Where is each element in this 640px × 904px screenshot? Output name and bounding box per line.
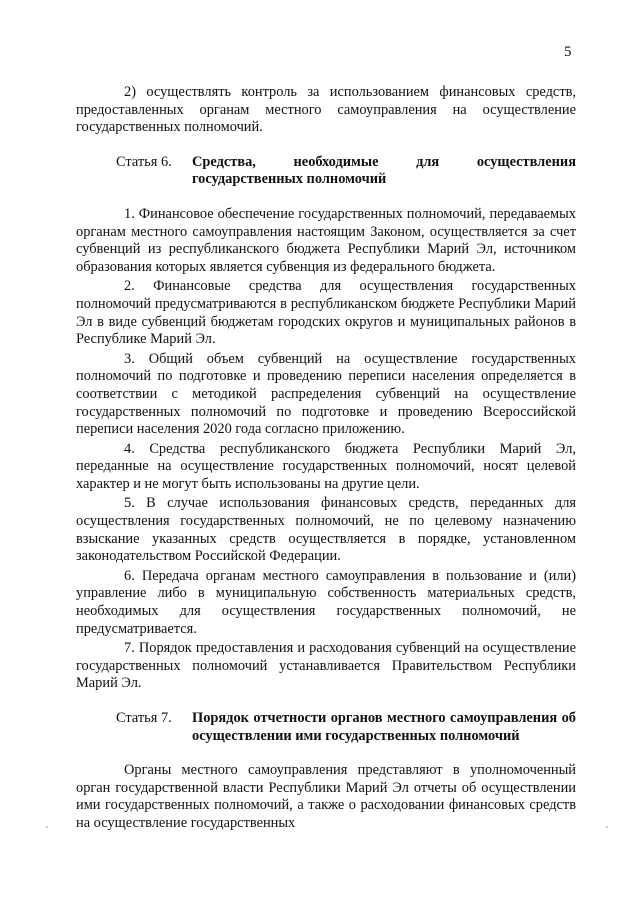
article-7-heading bbox=[76, 710, 576, 745]
article-6-paragraph-6: 6. Передача органам местного самоуправления в пользование и (или) управление либо в муниципальную собственность материальных средств, необходимых для осуществления государственных полномочий, не предусматривается. bbox=[76, 567, 576, 637]
article-6-title-word: Средства, bbox=[192, 153, 256, 170]
intro-paragraph: 2) осуществлять контроль за использованием финансовых средств, предоставленных органам местного самоуправления на осуществление государственных полномочий. bbox=[76, 84, 576, 136]
scan-speck bbox=[46, 826, 48, 828]
article-6-heading bbox=[76, 154, 576, 189]
article-6-paragraph-1: 1. Финансовое обеспечение государственных полномочий, передаваемых органам местного самоуправления настоящим Законом, осуществляется за счет субвенций из республиканского бюджета Республики Марий Эл, источником образования которых является субвенция из федерального бюджета. bbox=[76, 205, 576, 275]
article-7-paragraph: Органы местного самоуправления представляют в уполномоченный орган государственной власти Республики Марий Эл отчеты об осуществлении ими государственных полномочий, а также о расходовании финансовых средств на осуществление государственных bbox=[76, 762, 576, 831]
article-6-title bbox=[192, 154, 576, 189]
scan-speck bbox=[606, 826, 608, 828]
article-6-paragraph-2: 2. Финансовые средства для осуществления государственных полномочий предусматриваются в республиканском бюджете Республики Марий Эл в виде субвенций бюджетам городских округов и муниципальных районов в Республике Марий Эл. bbox=[76, 278, 576, 348]
article-6-paragraph-7: 7. Порядок предоставления и расходования субвенций на осуществление государственных полномочий устанавливается Правительством Республики Марий Эл. bbox=[76, 640, 576, 692]
article-6-title-word: необходимые bbox=[293, 153, 379, 170]
document-body bbox=[76, 84, 576, 833]
article-6-paragraph-4: 4. Средства республиканского бюджета Республики Марий Эл, переданные на осуществление государственных полномочий, носят целевой характер и не могут быть использованы на другие цели. bbox=[76, 440, 576, 492]
article-6-paragraph-3: 3. Общий объем субвенций на осуществление государственных полномочий по подготовке и проведению переписи населения определяется в соответствии с методикой распределения субвенций на осуществление государственных полномочий по подготовке и проведению Всероссийской переписи населения 2020 года согласно приложению. bbox=[76, 350, 576, 438]
article-7-title: Порядок отчетности органов местного самоуправления об осуществлении ими государственных полномочий bbox=[192, 710, 576, 744]
article-6-label: Статья 6. bbox=[116, 153, 172, 170]
article-6-title-word: для bbox=[416, 153, 440, 170]
page-number: 5 bbox=[564, 44, 572, 60]
article-6-title-line-1 bbox=[192, 154, 576, 172]
article-7-label: Статья 7. bbox=[116, 710, 172, 726]
article-6-title-word: осуществления bbox=[476, 153, 576, 170]
article-6-paragraph-5: 5. В случае использования финансовых средств, переданных для осуществления государственных полномочий, не по целевому назначению взыскание указанных средств осуществляется в порядке, установленном законодательством Российской Федерации. bbox=[76, 495, 576, 565]
article-6-title-line-2: государственных полномочий bbox=[192, 171, 387, 188]
